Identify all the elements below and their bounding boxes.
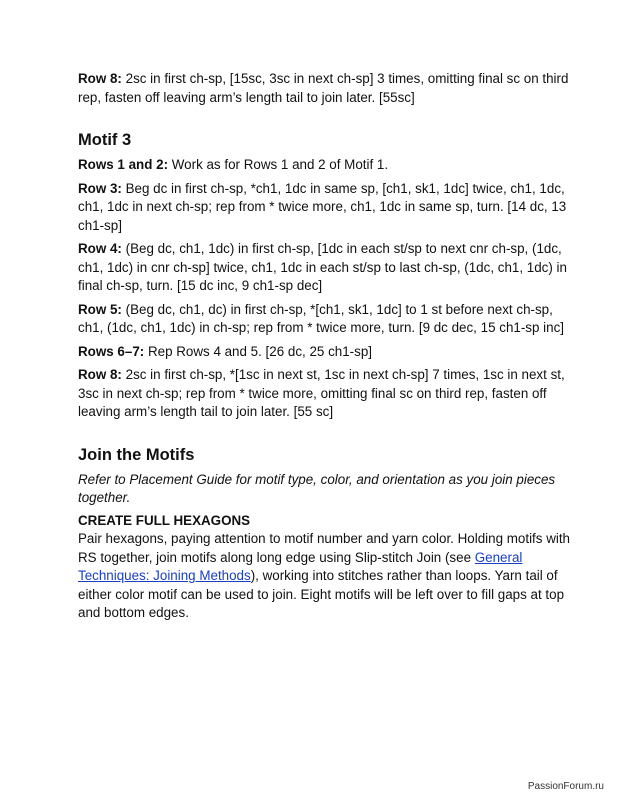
row-label: Row 8: <box>78 71 122 86</box>
motif3-row-4 <box>78 240 578 296</box>
full-hexagons-subheading: CREATE FULL HEXAGONS <box>78 512 251 528</box>
row-8-instruction <box>78 70 578 107</box>
row-text: (Beg dc, ch1, dc) in first ch-sp, *[ch1, sk1, 1dc] to 1 st before next ch-sp, ch1, (1dc, ch1, 1dc) in ch-sp; rep from * twice more, turn. [9 dc dec, 15 ch1-sp inc] <box>78 301 564 335</box>
join-instructions <box>78 530 578 623</box>
motif3-row-8 <box>78 366 578 422</box>
pattern-page <box>78 70 578 623</box>
motif3-row-3 <box>78 180 578 236</box>
motif-3-heading: Motif 3 <box>78 131 132 149</box>
row-text: Beg dc in first ch-sp, *ch1, 1dc in same sp, [ch1, sk1, 1dc] twice, ch1, 1dc, ch1, 1dc in next ch-sp; rep from * twice more, ch1, 1dc in same sp, turn. [14 dc, 13 ch1-sp] <box>78 180 567 233</box>
row-text: Rep Rows 4 and 5. [26 dc, 25 ch1-sp] <box>144 343 373 359</box>
row-label: Row 3: <box>78 180 122 196</box>
row-label: Rows 1 and 2: <box>78 157 169 172</box>
row-label: Row 4: <box>78 241 122 256</box>
motif3-row-6-7 <box>78 343 578 362</box>
row-label: Row 5: <box>78 301 122 317</box>
row-label: Row 8: <box>78 367 122 382</box>
join-text-before: Pair hexagons, paying attention to motif number and yarn color. Holding motifs with RS together, join motifs along long edge using Slip-stitch Join (see <box>78 531 571 565</box>
motif3-row-5 <box>78 301 578 338</box>
row-text: 2sc in first ch-sp, [15sc, 3sc in next ch-sp] 3 times, omitting final sc on third rep, fasten off leaving arm’s length tail to join later. [55sc] <box>78 71 569 105</box>
joining-methods-link[interactable]: General Techniques: Joining Methods <box>78 549 523 583</box>
row-label: Rows 6–7: <box>78 343 145 359</box>
placement-note: Refer to Placement Guide for motif type, color, and orientation as you join pieces together. <box>78 471 556 505</box>
join-motifs-heading: Join the Motifs <box>78 445 195 464</box>
row-text: Work as for Rows 1 and 2 of Motif 1. <box>168 157 389 172</box>
row-text: 2sc in first ch-sp, *[1sc in next st, 1sc in next ch-sp] 7 times, 1sc in next st, 3sc in next ch-sp; rep from * twice more, omitting final sc on third rep, fasten off leaving arm’s length tail to join later. [55 sc] <box>78 367 565 419</box>
site-watermark: PassionForum.ru <box>527 781 604 792</box>
motif3-row-1-2 <box>78 156 578 175</box>
row-text: (Beg dc, ch1, 1dc) in first ch-sp, [1dc in each st/sp to next cnr ch-sp, (1dc, ch1, 1dc) in cnr ch-sp] twice, ch1, 1dc in each st/sp to last ch-sp, (1dc, ch1, 1dc) in final ch-sp, turn. [15 dc inc, 9 ch1-sp dec] <box>78 241 567 293</box>
join-text-after: ), working into stitches rather than loops. Yarn tail of either color motif can be used to join. Eight motifs will be left over to fill gaps at top and bottom edges. <box>78 568 565 620</box>
